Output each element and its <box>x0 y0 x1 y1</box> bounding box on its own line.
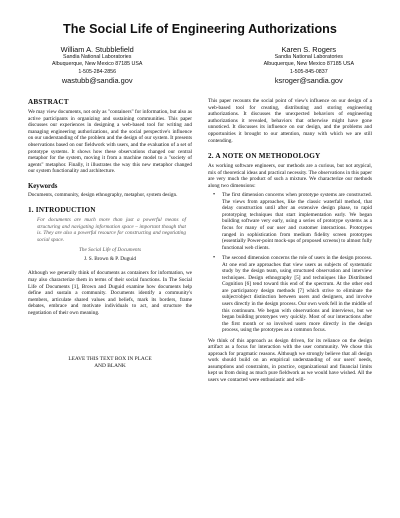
keywords-heading: Keywords <box>28 182 58 190</box>
author-phone: 1-505-845-0837 <box>289 68 328 75</box>
left-column <box>28 98 192 383</box>
author-email: wastubb@sandia.gov <box>61 76 133 86</box>
copyright-placeholder-box <box>28 356 192 370</box>
author-affiliation: Sandia National Laboratories <box>63 54 132 60</box>
list-item: • The second dimension concerns the role of users in the design process. At one end are approaches that view users as subjects of systematic study by the design team, using structured observation and interview techniques. Design ethnography [5] and techniques like Distributed Cognition [6] tend toward this end of the spectrum. At the other end are participatory design methods [7] which strive to eliminate the subject/object distinction between users and designers, and involve users directly in the design process. Our own work fell in the middle of this continuum. We began with observations and interviews, but we began building prototypes very quickly. Most of our interactions after the first month or so involved users more directly in the design process, using the prototypes as a common focus. <box>213 255 372 334</box>
author-affiliation: Sandia National Laboratories <box>274 54 343 60</box>
author-2 <box>264 45 354 85</box>
list-item: • The first dimension concerns when prototype systems are constructed. The views from approaches, like the classic waterfall method, that delay construction until after an extensive design phase, to rapid prototyping techniques that start implementation early. We began building software very early, using a series of prototype systems as a focus for many of our user and customer interactions. Prototypes ranged in sophistication from medium fidelity screen prototypes (essentially Power-point mock-ups of proposed screens) to almost fully functional web clients. <box>213 192 372 251</box>
bullet-icon: • <box>213 192 216 199</box>
author-block <box>28 45 372 85</box>
intro-heading: 1. INTRODUCTION <box>28 206 96 215</box>
author-name: William A. Stubblefield <box>60 45 134 54</box>
author-phone: 1-505-284-2856 <box>78 68 117 75</box>
epigraph-quote: For documents are much more than just a powerful means of structuring and navigating information space – important though that is. They are also a powerful resource for constructing and negotiating social space. <box>37 217 186 243</box>
methodology-bullets <box>208 192 372 333</box>
intro-continued-text: This paper recounts the social point of view's influence on our design of a web-based tool for creating, distributing and storing engineering authorizations. It discusses the unexpected behaviors of engineering authorizations it revealed, behaviors that otherwise might have gone unnoticed. It discusses its influence on our design, and the problems and opportunities it brought to our attention, many with which we are still contending. <box>208 98 372 144</box>
abstract-heading: ABSTRACT <box>28 98 69 107</box>
paper-title: The Social Life of Engineering Authorizations <box>63 22 337 36</box>
epigraph-source: The Social Life of Documents <box>78 247 142 254</box>
author-email: ksroger@sandia.gov <box>274 76 343 86</box>
author-address: Albuquerque, New Mexico 87185 USA <box>263 61 354 68</box>
closing-text: We think of this approach as design driven, for its reliance on the design artifact as a focus for interaction with the user community. We chose this approach for pragmatic reasons. Although we strongly believe that all design work should build on an empirical understanding of our users' needs, assumptions and constraints, in practice, organizational and financial limits kept us from doing as much pure fieldwork as we would have wished. All the users we contacted were enthusiastic and will- <box>208 337 372 383</box>
methodology-text: As working software engineers, our methods are a curious, but not atypical, mix of theoretical ideas and practical necessity. The observations in this paper are very much the product of such a mixture. We characterize our methods along two dimensions: <box>208 163 372 189</box>
intro-text: Although we generally think of documents as containers for information, we may also characterize them in terms of their social functions. In The Social Life of Documents [1], Brown and Duguid examine how documents help define and sustain a community. Documents identify a community's members, articulate shared values and beliefs, mark its borders, frame debates, embrace and motivate individuals to act, and structure the negotiation of their own meaning. <box>28 270 192 316</box>
bullet-icon: • <box>213 255 216 262</box>
epigraph-author: J. S. Brown & P. Duguid <box>84 256 136 263</box>
author-1 <box>52 45 142 85</box>
keywords-text: Documents, community, design ethnography, metaphor, system design. <box>28 191 178 198</box>
right-column <box>208 98 372 383</box>
abstract-text: We may view documents, not only as "containers" for information, but also as active participants in organizing and sustaining communities. This paper discusses our experiences in designing a web-based tool for writing and managing engineering authorizations, and the social perspective's influence on our understanding of the problem and the design of our system. It presents observations based on our fieldwork with users, and the evaluation of a set of prototype systems. It shows how these observations changed our central metaphor for the system, moving it from a machine model to a "society of agents" metaphor. Finally, it illustrates the way this new metaphor changed our system functionality and architecture. <box>28 109 192 175</box>
methodology-heading: 2. A NOTE ON METHODOLOGY <box>208 152 321 161</box>
leave-box-text: LEAVE THIS TEXT BOX IN PLACE AND BLANK <box>68 356 152 370</box>
body-columns <box>28 98 372 383</box>
author-name: Karen S. Rogers <box>281 45 337 54</box>
author-address: Albuquerque, New Mexico 87185 USA <box>52 61 143 68</box>
